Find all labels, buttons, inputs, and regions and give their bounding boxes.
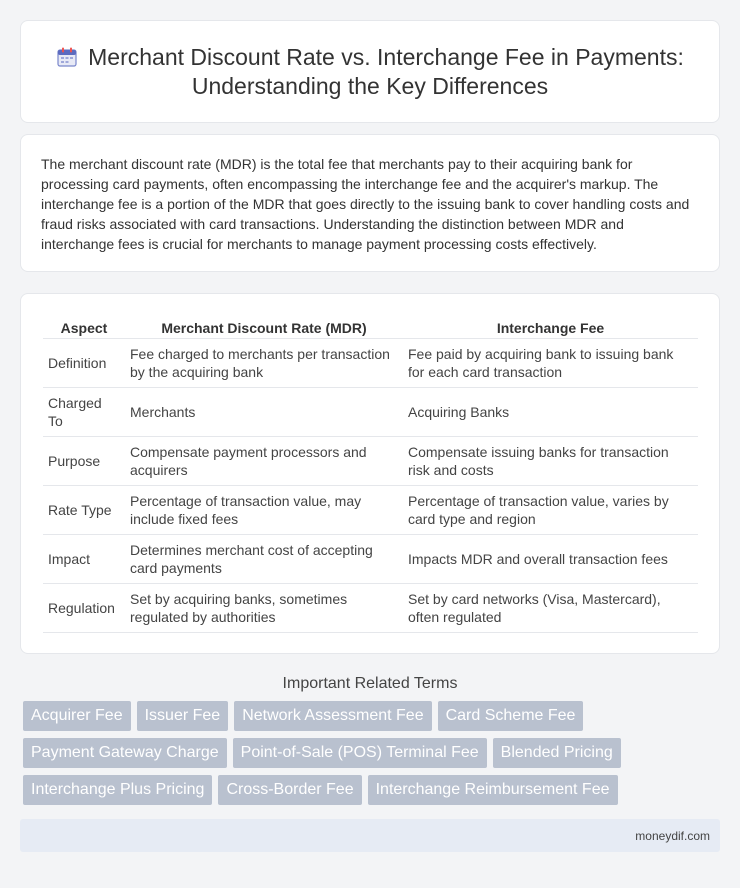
comparison-table: [43, 312, 698, 633]
table-row: [43, 486, 698, 535]
tag-card-scheme-fee[interactable]: Card Scheme Fee: [438, 701, 584, 731]
tag-interchange-plus-pricing[interactable]: Interchange Plus Pricing: [23, 775, 212, 805]
row-interchange: Percentage of transaction value, varies by card type and region: [403, 486, 698, 535]
table-row: [43, 584, 698, 633]
related-terms-tags: [20, 701, 720, 805]
table-row: [43, 437, 698, 486]
title-card: [20, 20, 720, 123]
footer-site[interactable]: moneydif.com: [635, 828, 710, 843]
row-mdr: Fee charged to merchants per transaction by the acquiring bank: [125, 339, 403, 388]
tag-acquirer-fee[interactable]: Acquirer Fee: [23, 701, 131, 731]
header-interchange: Interchange Fee: [403, 312, 698, 339]
header-mdr: Merchant Discount Rate (MDR): [125, 312, 403, 339]
page-title: [51, 43, 689, 101]
row-aspect: Impact: [43, 535, 125, 584]
intro-paragraph: The merchant discount rate (MDR) is the total fee that merchants pay to their acquiring bank for processing card payments, often encompassing the interchange fee and the acquirer's markup. The interchange fee is a portion of the MDR that goes directly to the issuing bank to cover handling costs and fraud risks associated with card transactions. Understanding the distinction between MDR and interchange fees is crucial for merchants to manage payment processing costs effectively.: [41, 156, 690, 252]
footer: [20, 819, 720, 852]
page-title-text: Merchant Discount Rate vs. Interchange Fee in Payments: Understanding the Key Differences: [88, 43, 684, 99]
row-mdr: Compensate payment processors and acquirers: [125, 437, 403, 486]
related-terms-title: Important Related Terms: [282, 675, 458, 692]
row-interchange: Fee paid by acquiring bank to issuing bank for each card transaction: [403, 339, 698, 388]
row-mdr: Merchants: [125, 388, 403, 437]
tag-issuer-fee[interactable]: Issuer Fee: [137, 701, 229, 731]
comparison-table-card: [20, 293, 720, 654]
row-mdr: Set by acquiring banks, sometimes regulated by authorities: [125, 584, 403, 633]
table-header-row: [43, 312, 698, 339]
tag-pos-terminal-fee[interactable]: Point-of-Sale (POS) Terminal Fee: [233, 738, 487, 768]
row-interchange: Compensate issuing banks for transaction risk and costs: [403, 437, 698, 486]
tag-network-assessment-fee[interactable]: Network Assessment Fee: [234, 701, 431, 731]
tag-payment-gateway-charge[interactable]: Payment Gateway Charge: [23, 738, 227, 768]
header-aspect: Aspect: [43, 312, 125, 339]
row-aspect: Definition: [43, 339, 125, 388]
table-row: [43, 535, 698, 584]
row-interchange: Impacts MDR and overall transaction fees: [403, 535, 698, 584]
table-row: [43, 388, 698, 437]
tag-interchange-reimbursement-fee[interactable]: Interchange Reimbursement Fee: [368, 775, 618, 805]
row-mdr: Determines merchant cost of accepting card payments: [125, 535, 403, 584]
row-aspect: Charged To: [43, 388, 125, 437]
table-row: [43, 339, 698, 388]
row-mdr: Percentage of transaction value, may include fixed fees: [125, 486, 403, 535]
tag-cross-border-fee[interactable]: Cross-Border Fee: [218, 775, 361, 805]
row-aspect: Regulation: [43, 584, 125, 633]
row-aspect: Purpose: [43, 437, 125, 486]
intro-card: [20, 134, 720, 272]
calendar-icon: [56, 46, 78, 68]
tag-blended-pricing[interactable]: Blended Pricing: [493, 738, 621, 768]
row-interchange: Acquiring Banks: [403, 388, 698, 437]
row-aspect: Rate Type: [43, 486, 125, 535]
row-interchange: Set by card networks (Visa, Mastercard), often regulated: [403, 584, 698, 633]
